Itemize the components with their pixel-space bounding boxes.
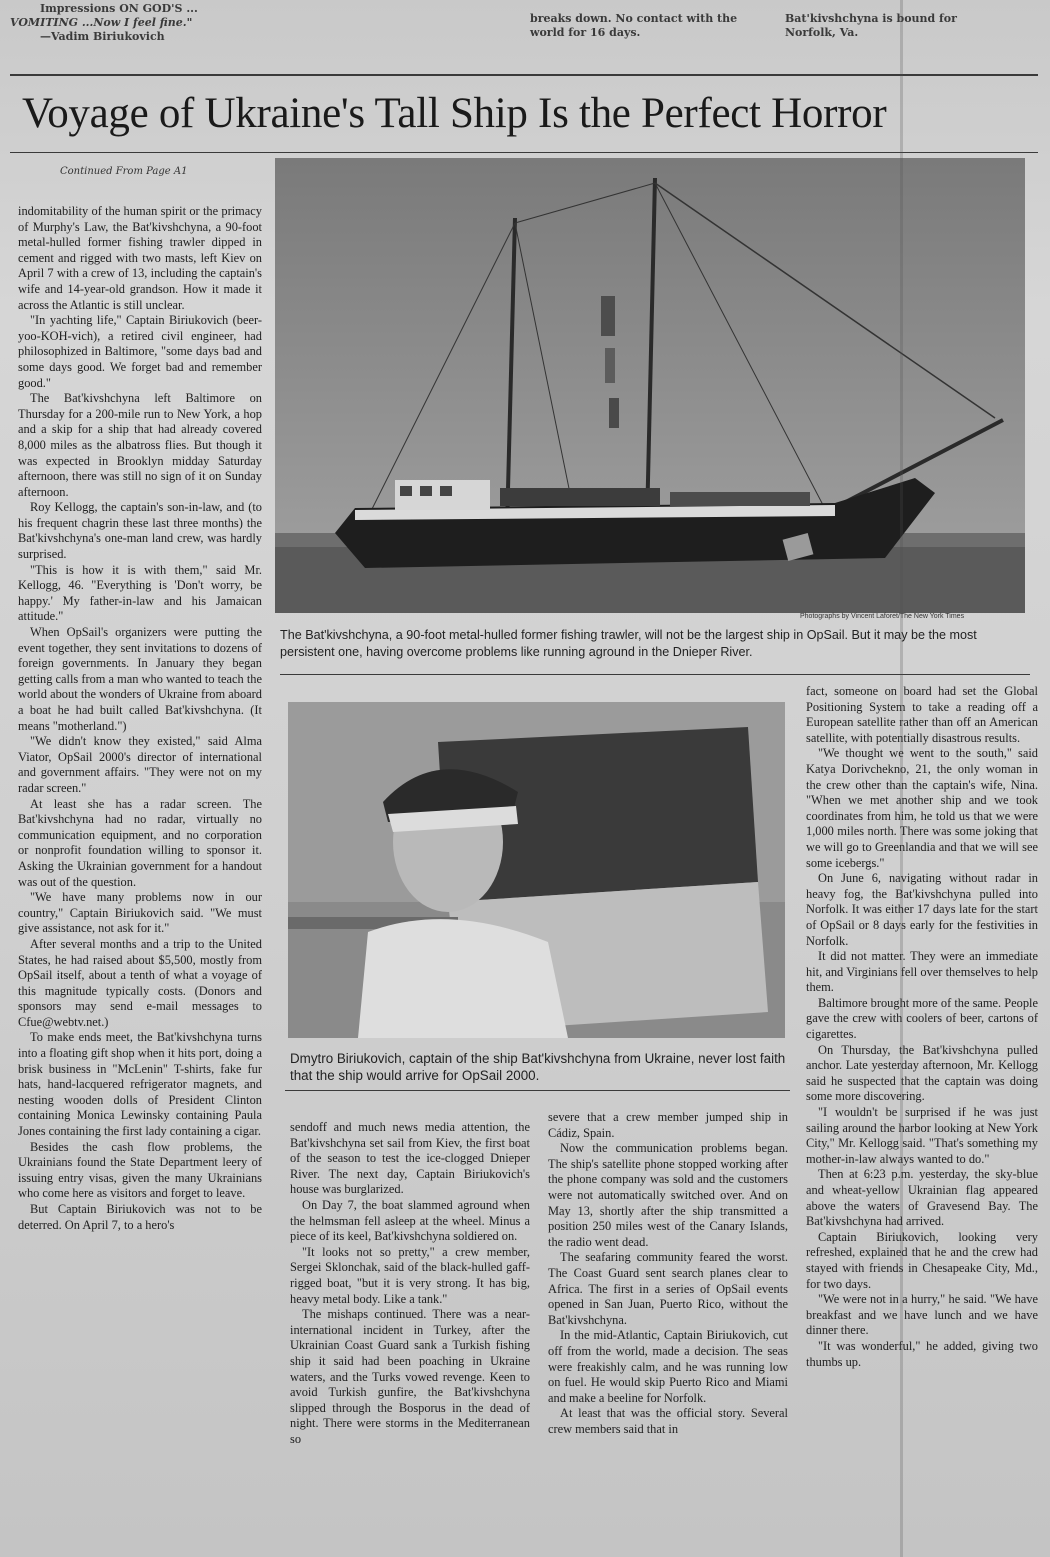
paragraph: The Bat'kivshchyna left Baltimore on Thursday for a 200-mile run to New York, a hop and a skip for a ship that had already covered 8,000 miles as the albatross flies. But though it was expected in Brooklyn midday Saturday afternoon, there was still no sign of it on Sunday afternoon. (18, 391, 262, 499)
paragraph: indomitability of the human spirit or the primacy of Murphy's Law, the Bat'kivshchyna, a 90-foot metal-hulled former fishing trawler dipped in cement and rigged with two masts, left Kiev on April 7 with a crew of 13, including the captain's wife and 14-year-old grandson. How it made it across the Atlantic is still unclear. (18, 204, 262, 312)
article-column-3 (548, 1110, 788, 1530)
continued-from: Continued From Page A1 (60, 166, 188, 177)
ship-photo (275, 158, 1025, 613)
paragraph: But Captain Biriukovich was not to be deterred. On April 7, to a hero's (18, 1202, 262, 1232)
header-left-line1: Impressions ON GOD'S ... (40, 2, 198, 15)
paragraph: Now the communication problems began. The ship's satellite phone stopped working after the phone company was sold and the customers were not automatically switched over. And on May 13, shortly after the ship transmitted a position 250 miles west of the Canary Islands, the radio went dead. (548, 1141, 788, 1249)
paragraph: On June 6, navigating without radar in heavy fog, the Bat'kivshchyna pulled into Norfolk. It was either 17 days late for the start of OpSail or 8 days early for the festivities in Norfolk. (806, 871, 1038, 948)
paper-crease (900, 0, 903, 1557)
headline-rule (10, 152, 1038, 153)
paragraph: At least she has a radar screen. The Bat'kivshchyna had no radar, virtually no communication equipment, and no corporation or nonprofit foundation willing to sponsor it. Asking the Ukrainian government for a handout was out of the question. (18, 796, 262, 889)
paragraph: After several months and a trip to the United States, he had raised about $5,500, mostly from OpSail itself, about a tenth of what a voyage of this magnitude typically costs. (Donors and sponsors may send e-mail messages to Cfue@webtv.net.) (18, 936, 262, 1029)
photo-credit: Photographs by Vincent Laforet/The New York Times (800, 613, 965, 620)
paragraph: "This is how it is with them," said Mr. Kellogg, 46. "Everything is 'Don't worry, be happy.' My father-in-law and his Jamaican attitude." (18, 562, 262, 624)
paragraph: On Thursday, the Bat'kivshchyna pulled anchor. Late yesterday afternoon, Mr. Kellogg said he suspected that the captain was doing some more discovering. (806, 1042, 1038, 1104)
paragraph: Besides the cash flow problems, the Ukrainians found the State Department leery of issuing entry visas, given the many Ukrainians who come here as visitors and forget to leave. (18, 1139, 262, 1201)
headline: Voyage of Ukraine's Tall Ship Is the Perfect Horror (22, 90, 887, 137)
paragraph: Captain Biriukovich, looking very refreshed, explained that he and the crew had stayed with friends in Chesapeake City, Md., for two days. (806, 1229, 1038, 1291)
paragraph: The mishaps continued. There was a near-international incident in Turkey, after the Ukrainian Coast Guard sank a Turkish fishing ship it said had been poaching in Ukraine waters, and the Turks vowed revenge. Keen to avoid Turkish gunfire, the Bat'kivshchyna slipped through the Bosporus in the dead of night. There were storms in the Mediterranean so (290, 1307, 530, 1446)
caption-rule (280, 674, 1030, 675)
article-column-4 (806, 684, 1038, 1524)
paragraph: It did not matter. They were an immediate hit, and Virginians fell over themselves to help them. (806, 949, 1038, 995)
captain-photo-caption: Dmytro Biriukovich, captain of the ship Bat'kivshchyna from Ukraine, never lost faith that the ship would arrive for OpSail 2000. (290, 1051, 786, 1083)
header-middle-text: breaks down. No contact with the world for 16 days. (530, 12, 738, 39)
paragraph: "We have many problems now in our country," Captain Biriukovich said. "We must give assistance, not ask for it." (18, 890, 262, 936)
paragraph: To make ends meet, the Bat'kivshchyna turns into a floating gift shop when it hits port, doing a brisk business in "McLenin" T-shirts, fake fur hats, hand-lacquered refrigerator magnets, and nesting wooden dolls of President Clinton containing Monica Lewinsky containing Paula Jones containing the first lady containing a cigar. (18, 1030, 262, 1139)
paragraph: sendoff and much news media attention, the Bat'kivshchyna set sail from Kiev, the first boat of the season to test the ice-clogged Dnieper River. The next day, Captain Biriukovich's house was burglarized. (290, 1120, 530, 1197)
paragraph: "I wouldn't be surprised if he was just sailing around the harbor looking at New York City," Mr. Kellogg said. "That's something my mother-in-law always wanted to do." (806, 1105, 1038, 1166)
paragraph: "It was wonderful," he added, giving two thumbs up. (806, 1338, 1038, 1369)
paragraph: When OpSail's organizers were putting the event together, they sent invitations to dozens of foreign governments. In January they began getting calls from a man who wanted to teach the world about the wonders of Ukraine from aboard a boat he had built called Bat'kivshchyna. (It means "motherland.") (18, 625, 262, 733)
article-column-2 (290, 1120, 530, 1540)
top-rule (10, 74, 1038, 76)
article-column-1 (18, 204, 262, 1539)
paragraph: Baltimore brought more of the same. People gave the crew with coolers of beer, cartons of cigarettes. (806, 995, 1038, 1042)
paragraph: "It looks not so pretty," a crew member, Sergei Sklonchak, said of the black-hulled gaff-rigged boat, "but it is very strong. It has big, heavy metal body. Like a tank." (290, 1244, 530, 1306)
paragraph: fact, someone on board had set the Global Positioning System to take a reading off a European satellite rather than off an American satellite, with potentially disastrous results. (806, 684, 1038, 745)
paragraph: "In yachting life," Captain Biriukovich (beer-yoo-KOH-vich), a retired civil engineer, had philosophized in Baltimore, "some days bad and some days good. We forget bad and remember good." (18, 313, 262, 390)
ship-photo-caption: The Bat'kivshchyna, a 90-foot metal-hulled former fishing trawler, will not be the largest ship in OpSail. But it may be the most persistent one, having overcome problems like running aground in the Dnieper River. (280, 628, 977, 659)
caption2-rule (285, 1090, 790, 1091)
header-right-text: Bat'kivshchyna is bound for Norfolk, Va. (785, 12, 957, 39)
paragraph: At least that was the official story. Several crew members said that in (548, 1406, 788, 1436)
paragraph: "We didn't know they existed," said Alma Viator, OpSail 2000's director of international and government affairs. "They were not on my radar screen." (18, 734, 262, 795)
paragraph: severe that a crew member jumped ship in Cádiz, Spain. (548, 1110, 788, 1140)
paragraph: In the mid-Atlantic, Captain Biriukovich, cut off from the world, made a decision. The seas were freakishly calm, and he was running low on fuel. He would skip Puerto Rico and Miami and make a beeline for Norfolk. (548, 1328, 788, 1405)
header-left-line2: VOMITING ...Now I feel fine." (10, 16, 193, 29)
paragraph: Roy Kellogg, the captain's son-in-law, and (to his frequent chagrin these last three months) the Bat'kivshchyna's one-man land crew, was hardly surprised. (18, 500, 262, 562)
paragraph: "We were not in a hurry," he said. "We have breakfast and we have lunch and we have dinner there. (806, 1292, 1038, 1338)
header-strip (0, 0, 1050, 60)
header-left-line3: —Vadim Biriukovich (40, 30, 165, 43)
paragraph: On Day 7, the boat slammed aground when the helmsman fell asleep at the wheel. Minus a piece of its keel, Bat'kivshchyna soldiered on. (290, 1197, 530, 1244)
paragraph: Then at 6:23 p.m. yesterday, the sky-blue and wheat-yellow Ukrainian flag appeared above the waters of Gravesend Bay. The Bat'kivshchyna had arrived. (806, 1167, 1038, 1229)
captain-photo (288, 702, 785, 1038)
paragraph: "We thought we went to the south," said Katya Dorivchekno, 21, the only woman in the crew other than the captain's wife, Nina. "When we met another ship and we took coordinates from him, he told us that we were 1,000 miles north. There was some joking that we will go to Greenlandia and that we will see some icebergs." (806, 746, 1038, 870)
paragraph: The seafaring community feared the worst. The Coast Guard sent search planes clear to Africa. The first in a series of OpSail events opened in San Juan, Puerto Rico, without the Bat'kivshchyna. (548, 1250, 788, 1327)
